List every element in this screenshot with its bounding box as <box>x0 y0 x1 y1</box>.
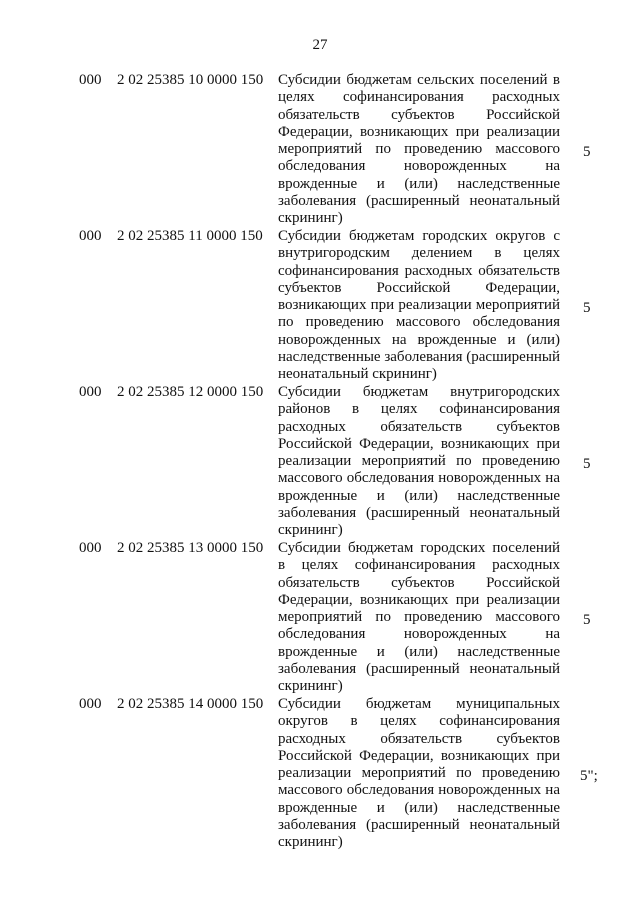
table-row <box>0 72 640 228</box>
kbk-code: 2 02 25385 11 0000 150 <box>117 228 263 244</box>
admin-code: 000 <box>79 384 102 400</box>
table-row <box>0 540 640 696</box>
table-row <box>0 384 640 540</box>
income-name: Субсидии бюджетам муниципальных округов в целях софинансирования расходных обязательств субъектов Российской Федерации, возникающих при реализации мероприятий по проведению массового обследования новорожденных на врожденные и (или) наследственные заболевания (расширенный неонатальный скрининг) <box>278 696 560 851</box>
admin-code: 000 <box>79 696 102 712</box>
budget-codes-table <box>0 72 640 856</box>
amount-value: 5"; <box>580 768 598 784</box>
income-name: Субсидии бюджетам городских округов с внутригородским делением в целях софинансирования расходных обязательств субъектов Российской Федерации, возникающих при реализации мероприятий по проведению массового обследования новорожденных на врожденные и (или) наследственные заболевания (расширенный неонатальный скрининг) <box>278 228 560 383</box>
kbk-code: 2 02 25385 14 0000 150 <box>117 696 264 712</box>
admin-code: 000 <box>79 540 102 556</box>
income-name: Субсидии бюджетам сельских поселений в целях софинансирования расходных обязательств субъектов Российской Федерации, возникающих при реализации мероприятий по проведению массового обследования новорожденных на врожденные и (или) наследственные заболевания (расширенный неонатальный скрининг) <box>278 72 560 227</box>
admin-code: 000 <box>79 72 102 88</box>
amount-value: 5 <box>583 144 591 160</box>
amount-value: 5 <box>583 300 591 316</box>
amount-value: 5 <box>583 456 591 472</box>
admin-code: 000 <box>79 228 102 244</box>
income-name: Субсидии бюджетам внутригородских районов в целях софинансирования расходных обязательств субъектов Российской Федерации, возникающих при реализации мероприятий по проведению массового обследования новорожденных на врожденные и (или) наследственные заболевания (расширенный неонатальный скрининг) <box>278 384 560 539</box>
kbk-code: 2 02 25385 10 0000 150 <box>117 72 264 88</box>
table-row <box>0 228 640 384</box>
amount-value: 5 <box>583 612 591 628</box>
page-number: 27 <box>312 37 328 53</box>
kbk-code: 2 02 25385 12 0000 150 <box>117 384 264 400</box>
kbk-code: 2 02 25385 13 0000 150 <box>117 540 264 556</box>
table-row <box>0 696 640 856</box>
income-name: Субсидии бюджетам городских поселений в целях софинансирования расходных обязательств субъектов Российской Федерации, возникающих при реализации мероприятий по проведению массового обследования новорожденных на врожденные и (или) наследственные заболевания (расширенный неонатальный скрининг) <box>278 540 560 695</box>
